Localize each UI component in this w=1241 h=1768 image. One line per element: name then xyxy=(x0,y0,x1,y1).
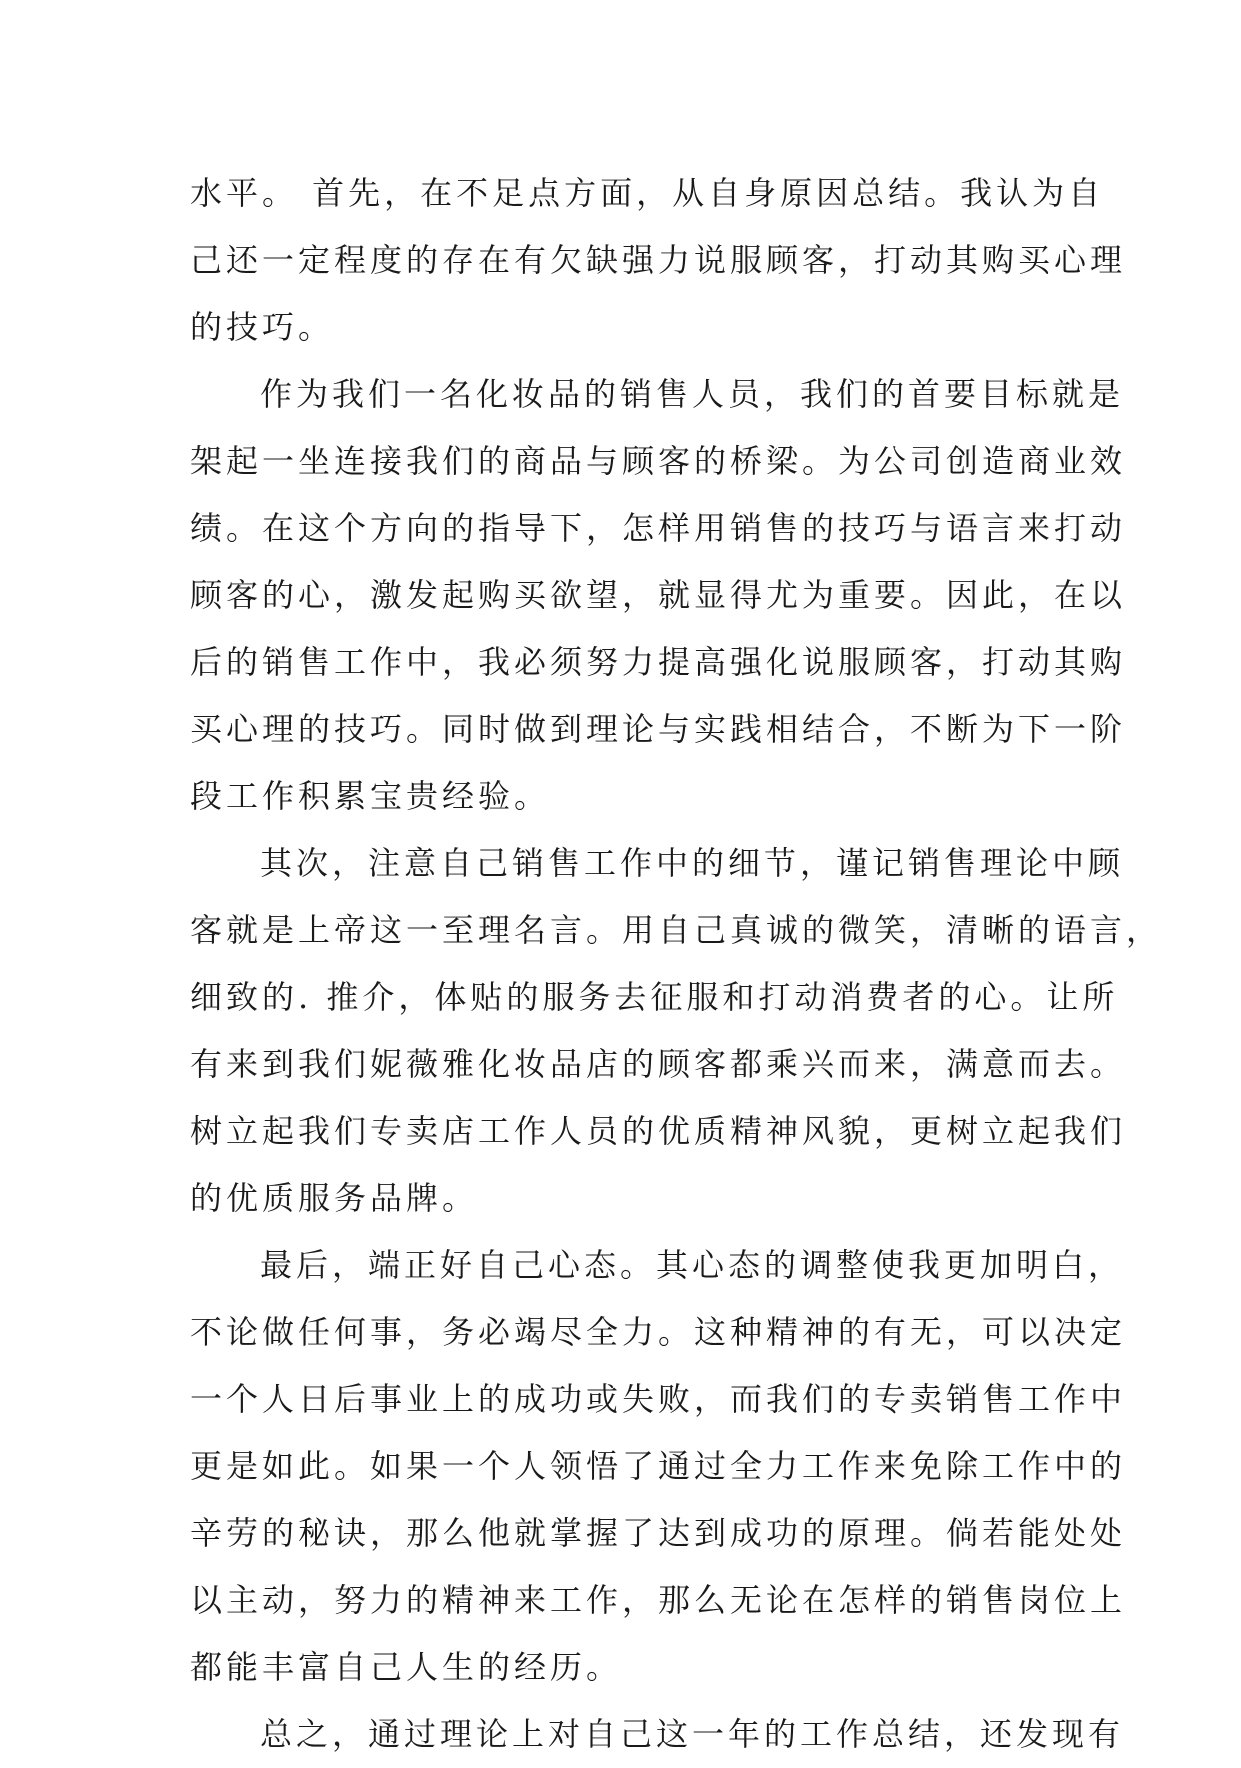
paragraph-1 xyxy=(190,160,1127,361)
text-line: 最后，端正好自己心态。其心态的调整使我更加明白， xyxy=(260,1246,1125,1284)
text-line: 后的销售工作中，我必须努力提高强化说服顾客，打动其购 xyxy=(190,643,1127,681)
text-line: 更是如此。如果一个人领悟了通过全力工作来免除工作中的 xyxy=(190,1447,1127,1485)
text-line: 段工作积累宝贵经验。 xyxy=(190,777,551,815)
text-line: 顾客的心，激发起购买欲望，就显得尤为重要。因此，在以 xyxy=(190,576,1127,614)
text-line: 总之，通过理论上对自己这一年的工作总结，还发现有 xyxy=(260,1715,1125,1753)
paragraph-2 xyxy=(190,361,1127,830)
text-line: 的技巧。 xyxy=(190,308,335,346)
text-line: 以主动，努力的精神来工作，那么无论在怎样的销售岗位上 xyxy=(190,1581,1127,1619)
text-line: 细致的. 推介，体贴的服务去征服和打动消费者的心。让所 xyxy=(190,978,1119,1016)
text-line: 绩。在这个方向的指导下，怎样用销售的技巧与语言来打动 xyxy=(190,509,1127,547)
text-line: 有来到我们妮薇雅化妆品店的顾客都乘兴而来，满意而去。 xyxy=(190,1045,1127,1083)
text-line: 架起一坐连接我们的商品与顾客的桥梁。为公司创造商业效 xyxy=(190,442,1127,480)
text-line: 作为我们一名化妆品的销售人员，我们的首要目标就是 xyxy=(260,375,1125,413)
text-line: 买心理的技巧。同时做到理论与实践相结合，不断为下一阶 xyxy=(190,710,1127,748)
text-line: 都能丰富自己人生的经历。 xyxy=(190,1648,623,1686)
text-line: 水平。 首先，在不足点方面，从自身原因总结。我认为自 xyxy=(190,174,1105,212)
text-line: 树立起我们专卖店工作人员的优质精神风貌，更树立起我们 xyxy=(190,1112,1127,1150)
text-line: 不论做任何事，务必竭尽全力。这种精神的有无，可以决定 xyxy=(190,1313,1127,1351)
text-line: 的优质服务品牌。 xyxy=(190,1179,479,1217)
text-line: 辛劳的秘诀，那么他就掌握了达到成功的原理。倘若能处处 xyxy=(190,1514,1127,1552)
text-line: 客就是上帝这一至理名言。用自己真诚的微笑，清晰的语言， xyxy=(190,911,1163,949)
text-line: 己还一定程度的存在有欠缺强力说服顾客，打动其购买心理 xyxy=(190,241,1127,279)
document-body xyxy=(190,160,1163,1768)
text-line: 一个人日后事业上的成功或失败，而我们的专卖销售工作中 xyxy=(190,1380,1127,1418)
paragraph-3 xyxy=(190,830,1163,1232)
text-line: 其次，注意自己销售工作中的细节，谨记销售理论中顾 xyxy=(260,844,1125,882)
paragraph-5 xyxy=(190,1701,1125,1768)
paragraph-4 xyxy=(190,1232,1127,1701)
